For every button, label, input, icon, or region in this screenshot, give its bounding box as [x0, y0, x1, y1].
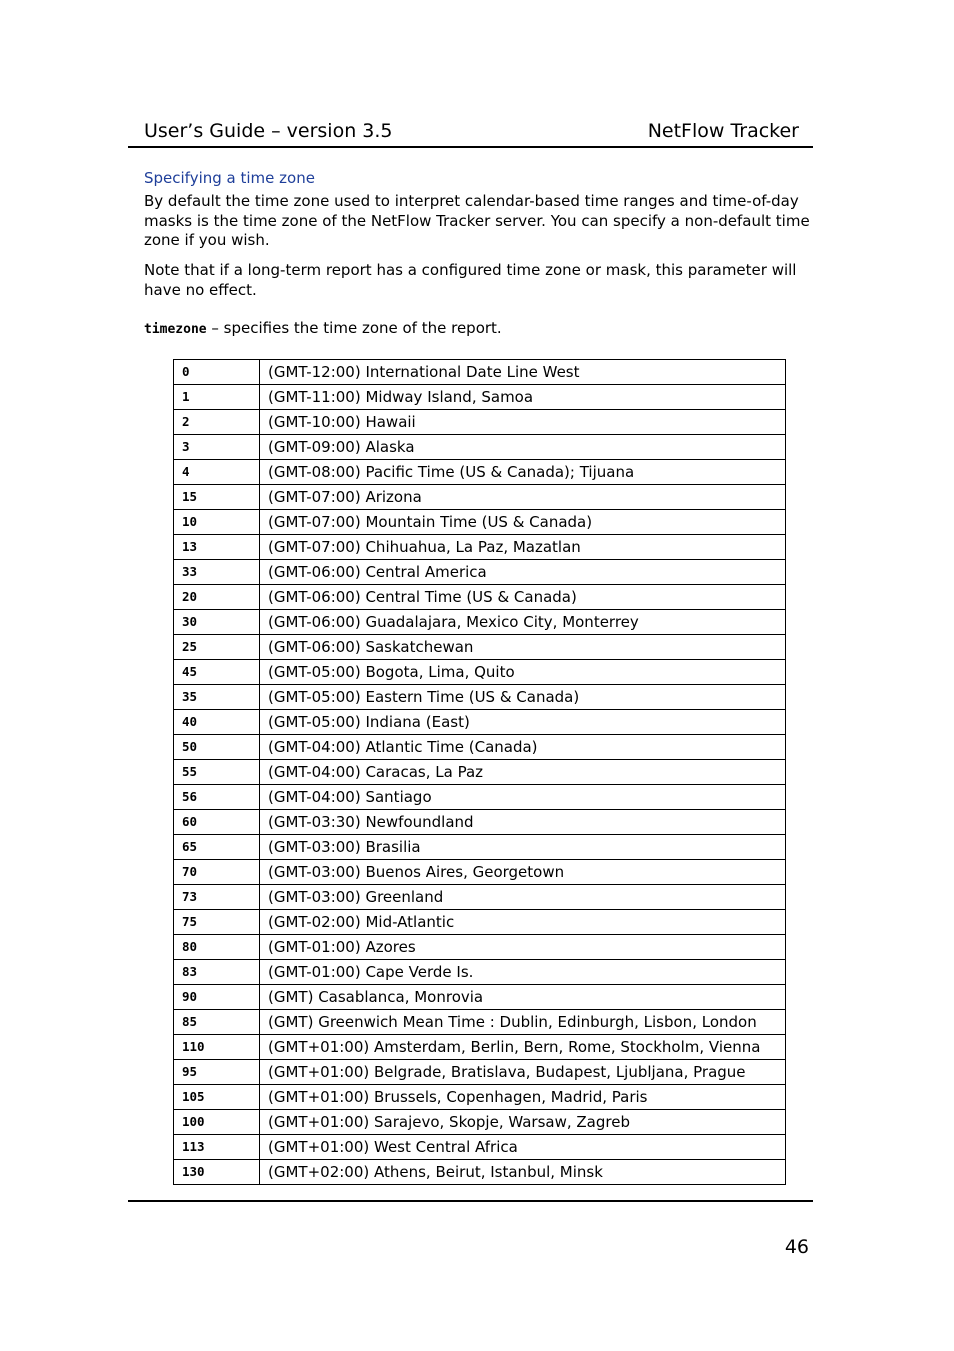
timezone-code: 130: [174, 1160, 260, 1185]
table-row: [174, 910, 786, 935]
timezone-code: 33: [174, 560, 260, 585]
table-row: [174, 360, 786, 385]
table-row: [174, 435, 786, 460]
timezone-code: 90: [174, 985, 260, 1010]
page-header: [128, 118, 813, 148]
timezone-name: (GMT-11:00) Midway Island, Samoa: [260, 385, 786, 410]
timezone-name: (GMT-08:00) Pacific Time (US & Canada); Tijuana: [260, 460, 786, 485]
timezone-name: (GMT-09:00) Alaska: [260, 435, 786, 460]
document-title: User’s Guide – version 3.5: [144, 120, 393, 142]
table-row: [174, 410, 786, 435]
timezone-code: 10: [174, 510, 260, 535]
timezone-code: 65: [174, 835, 260, 860]
timezone-name: (GMT-02:00) Mid-Atlantic: [260, 910, 786, 935]
table-row: [174, 685, 786, 710]
timezone-name: (GMT+02:00) Athens, Beirut, Istanbul, Minsk: [260, 1160, 786, 1185]
timezone-name: (GMT-05:00) Indiana (East): [260, 710, 786, 735]
timezone-code: 95: [174, 1060, 260, 1085]
timezone-code: 45: [174, 660, 260, 685]
timezone-name: (GMT-03:00) Brasilia: [260, 835, 786, 860]
timezone-code: 110: [174, 1035, 260, 1060]
table-row: [174, 660, 786, 685]
parameter-text: – specifies the time zone of the report.: [206, 319, 502, 337]
timezone-name: (GMT-04:00) Caracas, La Paz: [260, 760, 786, 785]
timezone-name: (GMT-05:00) Bogota, Lima, Quito: [260, 660, 786, 685]
timezone-code: 85: [174, 1010, 260, 1035]
timezone-code: 56: [174, 785, 260, 810]
table-row: [174, 560, 786, 585]
timezone-name: (GMT-12:00) International Date Line West: [260, 360, 786, 385]
timezone-code: 13: [174, 535, 260, 560]
timezone-name: (GMT-07:00) Mountain Time (US & Canada): [260, 510, 786, 535]
timezone-name: (GMT) Casablanca, Monrovia: [260, 985, 786, 1010]
timezone-code: 1: [174, 385, 260, 410]
table-row: [174, 1060, 786, 1085]
table-row: [174, 835, 786, 860]
table-row: [174, 710, 786, 735]
timezone-name: (GMT+01:00) Sarajevo, Skopje, Warsaw, Zagreb: [260, 1110, 786, 1135]
timezone-code: 75: [174, 910, 260, 935]
table-row: [174, 960, 786, 985]
timezone-code: 4: [174, 460, 260, 485]
timezone-code: 25: [174, 635, 260, 660]
timezone-name: (GMT+01:00) Amsterdam, Berlin, Bern, Rome, Stockholm, Vienna: [260, 1035, 786, 1060]
timezone-code: 55: [174, 760, 260, 785]
timezone-code: 40: [174, 710, 260, 735]
timezone-name: (GMT-07:00) Chihuahua, La Paz, Mazatlan: [260, 535, 786, 560]
parameter-description: [144, 319, 502, 337]
timezone-code: 0: [174, 360, 260, 385]
timezone-name: (GMT+01:00) Belgrade, Bratislava, Budapest, Ljubljana, Prague: [260, 1060, 786, 1085]
table-row: [174, 760, 786, 785]
timezone-code: 20: [174, 585, 260, 610]
table-row: [174, 1135, 786, 1160]
timezone-code: 35: [174, 685, 260, 710]
timezone-code: 83: [174, 960, 260, 985]
table-row: [174, 635, 786, 660]
timezone-code: 100: [174, 1110, 260, 1135]
table-row: [174, 585, 786, 610]
body-paragraph: Note that if a long-term report has a configured time zone or mask, this parameter will have no effect.: [144, 261, 797, 299]
table-row: [174, 385, 786, 410]
table-row: [174, 935, 786, 960]
timezone-name: (GMT-04:00) Santiago: [260, 785, 786, 810]
table-row: [174, 535, 786, 560]
timezone-name: (GMT) Greenwich Mean Time : Dublin, Edinburgh, Lisbon, London: [260, 1010, 786, 1035]
timezone-code: 80: [174, 935, 260, 960]
timezone-name: (GMT-01:00) Cape Verde Is.: [260, 960, 786, 985]
timezone-code: 105: [174, 1085, 260, 1110]
timezone-table-body: [174, 360, 786, 1185]
timezone-table: [173, 359, 786, 1185]
product-name: NetFlow Tracker: [647, 120, 799, 142]
table-row: [174, 1110, 786, 1135]
timezone-name: (GMT-03:00) Greenland: [260, 885, 786, 910]
timezone-name: (GMT-10:00) Hawaii: [260, 410, 786, 435]
table-row: [174, 510, 786, 535]
section-heading: Specifying a time zone: [144, 169, 315, 187]
timezone-name: (GMT+01:00) West Central Africa: [260, 1135, 786, 1160]
table-row: [174, 1035, 786, 1060]
table-row: [174, 610, 786, 635]
timezone-code: 50: [174, 735, 260, 760]
timezone-code: 70: [174, 860, 260, 885]
timezone-code: 2: [174, 410, 260, 435]
table-row: [174, 860, 786, 885]
timezone-name: (GMT-05:00) Eastern Time (US & Canada): [260, 685, 786, 710]
timezone-name: (GMT-04:00) Atlantic Time (Canada): [260, 735, 786, 760]
footer-rule: [128, 1200, 813, 1202]
timezone-name: (GMT-06:00) Central America: [260, 560, 786, 585]
timezone-code: 30: [174, 610, 260, 635]
timezone-name: (GMT-06:00) Guadalajara, Mexico City, Monterrey: [260, 610, 786, 635]
table-row: [174, 785, 786, 810]
table-row: [174, 1085, 786, 1110]
timezone-code: 60: [174, 810, 260, 835]
timezone-name: (GMT-07:00) Arizona: [260, 485, 786, 510]
table-row: [174, 485, 786, 510]
table-row: [174, 985, 786, 1010]
parameter-name: timezone: [144, 322, 207, 337]
timezone-name: (GMT-06:00) Central Time (US & Canada): [260, 585, 786, 610]
table-row: [174, 1160, 786, 1185]
table-row: [174, 460, 786, 485]
timezone-name: (GMT-06:00) Saskatchewan: [260, 635, 786, 660]
timezone-name: (GMT-01:00) Azores: [260, 935, 786, 960]
timezone-name: (GMT-03:00) Buenos Aires, Georgetown: [260, 860, 786, 885]
table-row: [174, 885, 786, 910]
timezone-code: 15: [174, 485, 260, 510]
timezone-name: (GMT+01:00) Brussels, Copenhagen, Madrid, Paris: [260, 1085, 786, 1110]
timezone-name: (GMT-03:30) Newfoundland: [260, 810, 786, 835]
page-number: 46: [784, 1236, 809, 1258]
table-row: [174, 1010, 786, 1035]
timezone-code: 73: [174, 885, 260, 910]
timezone-code: 3: [174, 435, 260, 460]
timezone-code: 113: [174, 1135, 260, 1160]
table-row: [174, 735, 786, 760]
table-row: [174, 810, 786, 835]
body-paragraph: By default the time zone used to interpret calendar-based time ranges and time-of-day masks is the time zone of the NetFlow Tracker server. You can specify a non-default time zone if you wish.: [144, 192, 810, 249]
